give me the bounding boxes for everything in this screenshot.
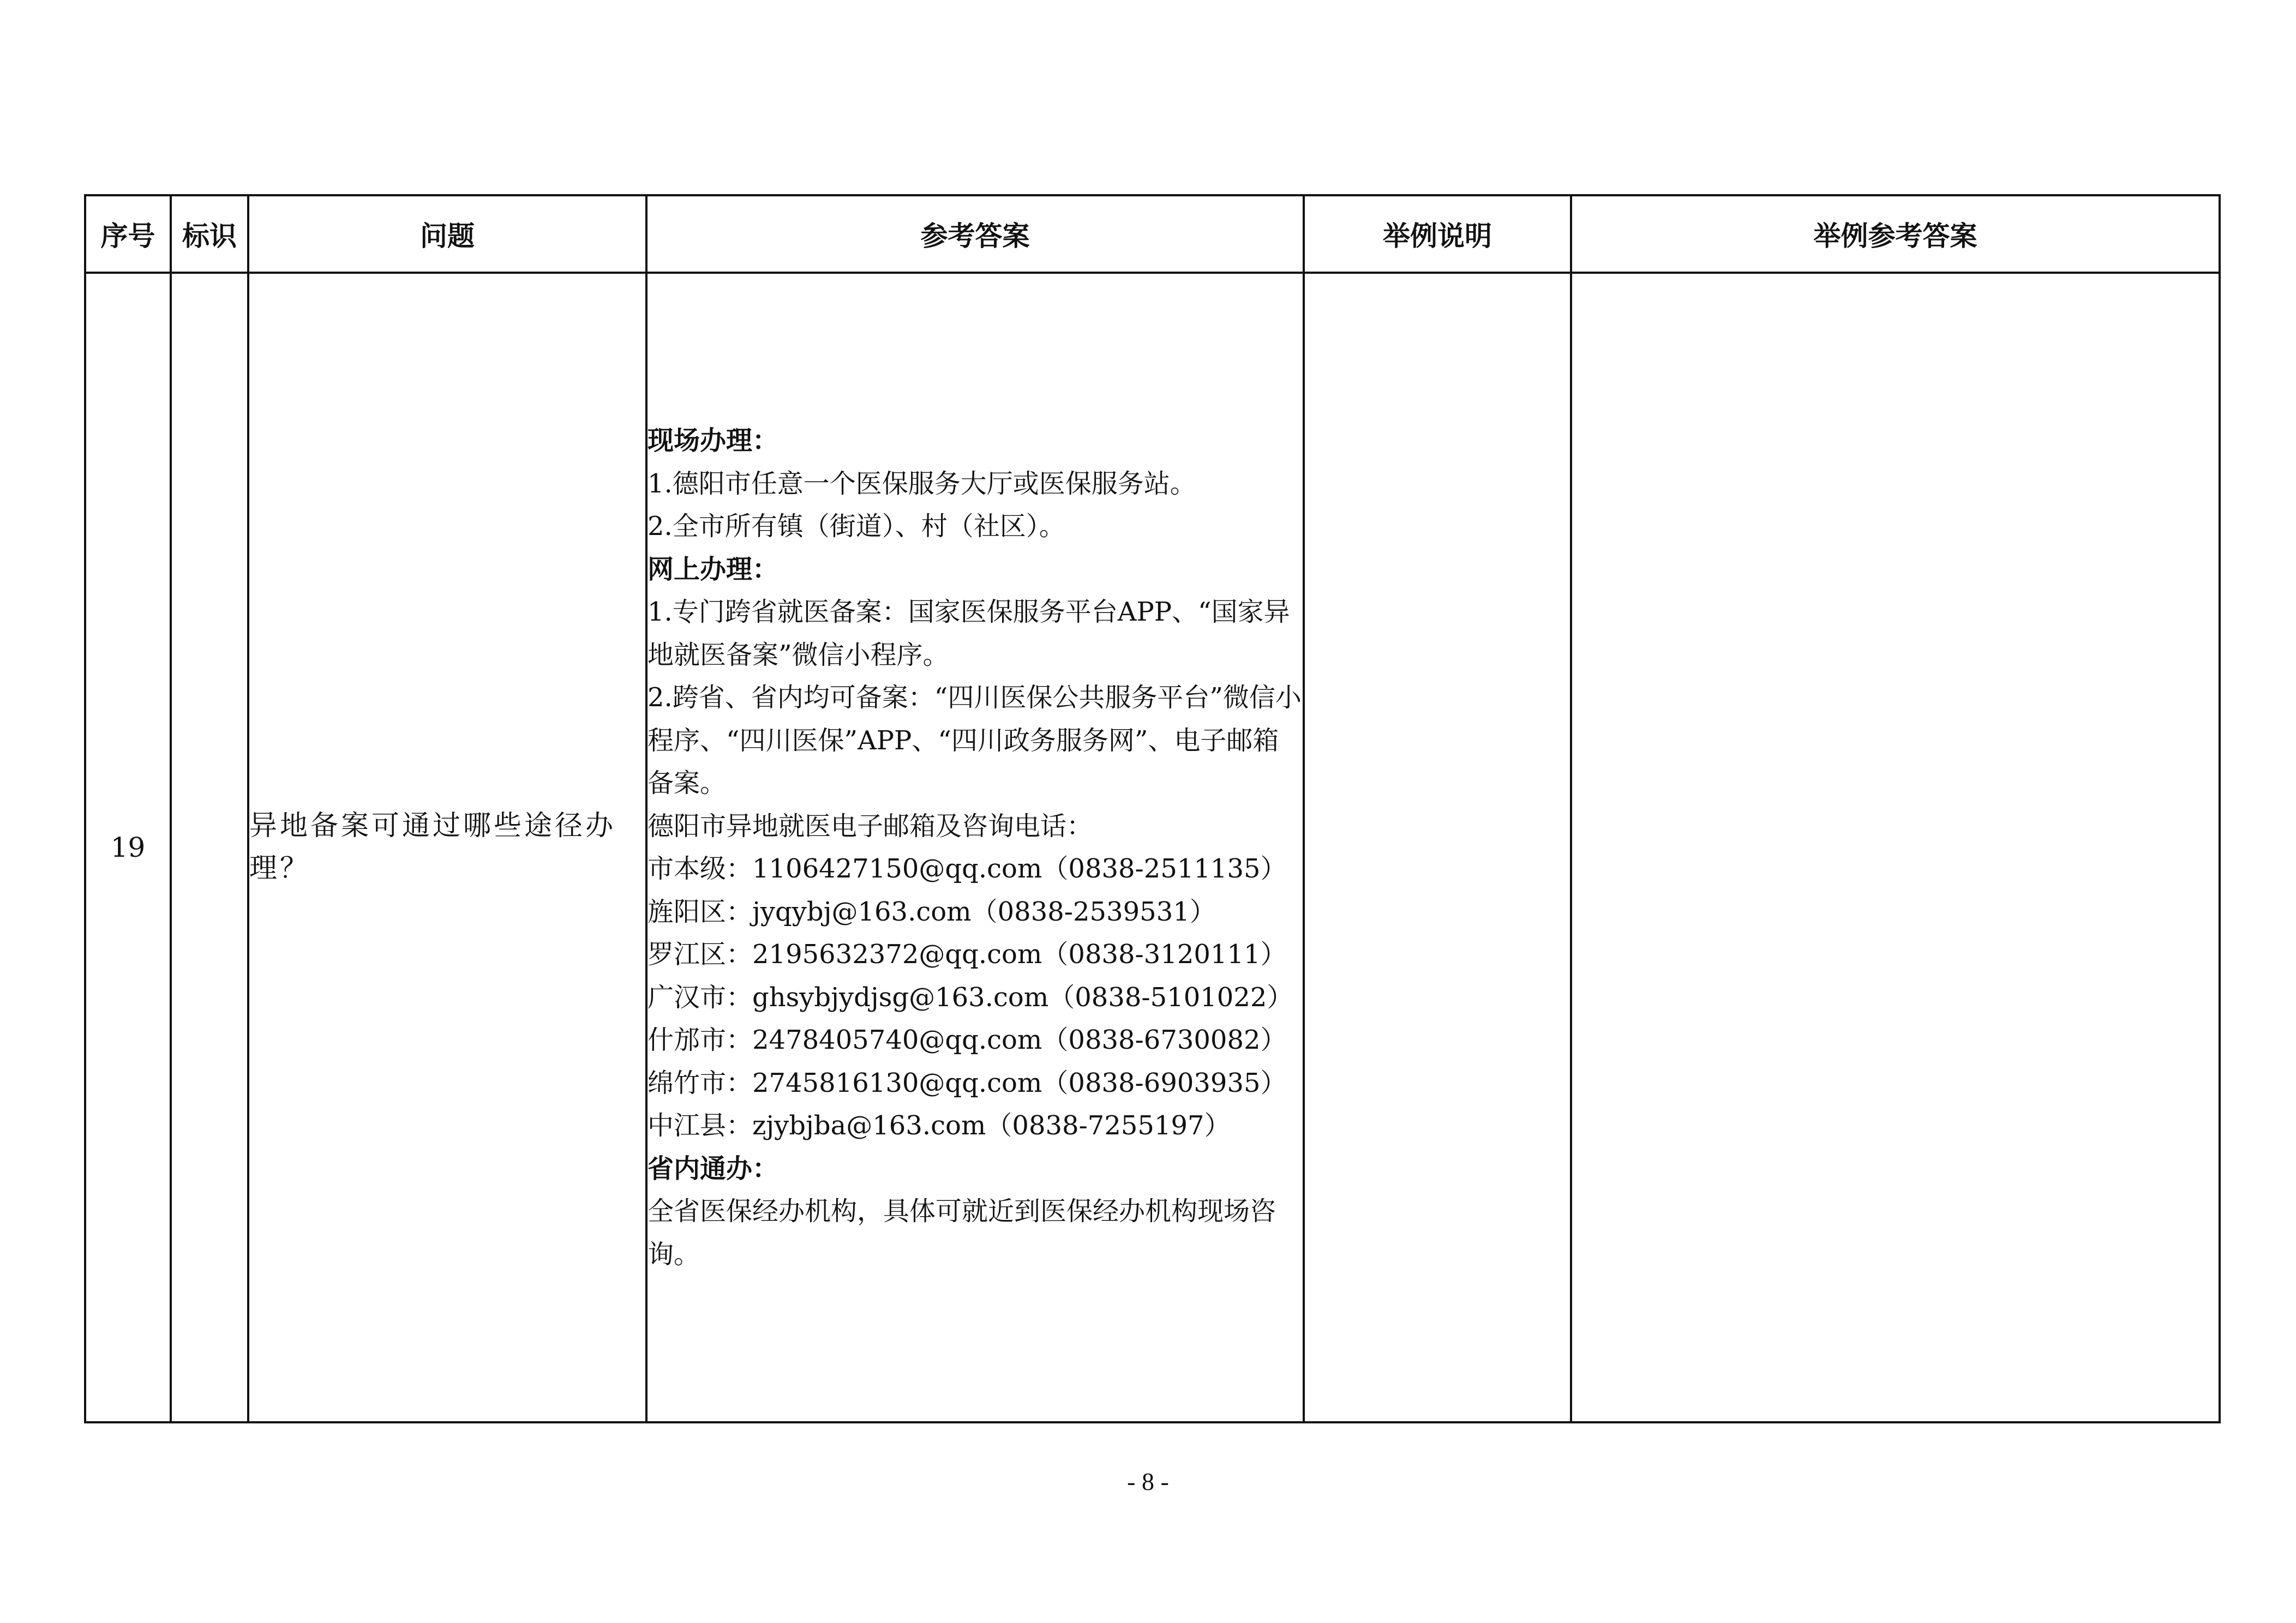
contacts-intro: 德阳市异地就医电子邮箱及咨询电话： <box>648 810 1093 841</box>
header-seq: 序号 <box>85 195 171 273</box>
header-tag: 标识 <box>171 195 248 273</box>
header-example-answer: 举例参考答案 <box>1571 195 2220 273</box>
page-number: - 8 - <box>1127 1468 1169 1495</box>
qa-table <box>84 194 2221 1423</box>
contact-line: 绵竹市：2745816130@qq.com（0838-6903935） <box>648 1067 1287 1098</box>
contact-line: 旌阳区：jyqybj@163.com（0838-2539531） <box>648 896 1216 927</box>
online-heading: 网上办理： <box>648 554 779 585</box>
table-header-row <box>85 195 2220 273</box>
header-question: 问题 <box>248 195 646 273</box>
province-heading: 省内通办： <box>648 1153 779 1184</box>
table-row <box>85 273 2220 1422</box>
province-text: 全省医保经办机构，具体可就近到医保经办机构现场咨询。 <box>648 1196 1276 1270</box>
row-question: 异地备案可通过哪些途径办理？ <box>248 273 646 1422</box>
contact-line: 中江县：zjybjba@163.com（0838-7255197） <box>648 1110 1231 1141</box>
contact-line: 广汉市：ghsybjydjsg@163.com（0838-5101022） <box>648 982 1293 1013</box>
online-item-2: 2.跨省、省内均可备案：“四川医保公共服务平台”微信小程序、“四川医保”APP、“四川政务服务网”、电子邮箱备案。 <box>648 682 1302 798</box>
row-tag <box>171 273 248 1422</box>
header-example: 举例说明 <box>1304 195 1571 273</box>
row-seq: 19 <box>85 273 171 1422</box>
online-item-1: 1.专门跨省就医备案：国家医保服务平台APP、“国家异地就医备案”微信小程序。 <box>648 597 1290 670</box>
onsite-item-1: 1.德阳市任意一个医保服务大厅或医保服务站。 <box>648 468 1196 499</box>
contact-line: 市本级：1106427150@qq.com（0838-2511135） <box>648 853 1287 884</box>
onsite-item-2: 2.全市所有镇（街道）、村（社区）。 <box>648 511 1065 542</box>
header-answer: 参考答案 <box>646 195 1304 273</box>
contact-line: 什邡市：2478405740@qq.com（0838-6730082） <box>648 1025 1287 1055</box>
contact-line: 罗江区：2195632372@qq.com（0838-3120111） <box>648 939 1287 970</box>
row-example <box>1304 273 1571 1422</box>
row-example-answer <box>1571 273 2220 1422</box>
onsite-heading: 现场办理： <box>648 425 779 456</box>
row-answer <box>646 273 1304 1422</box>
